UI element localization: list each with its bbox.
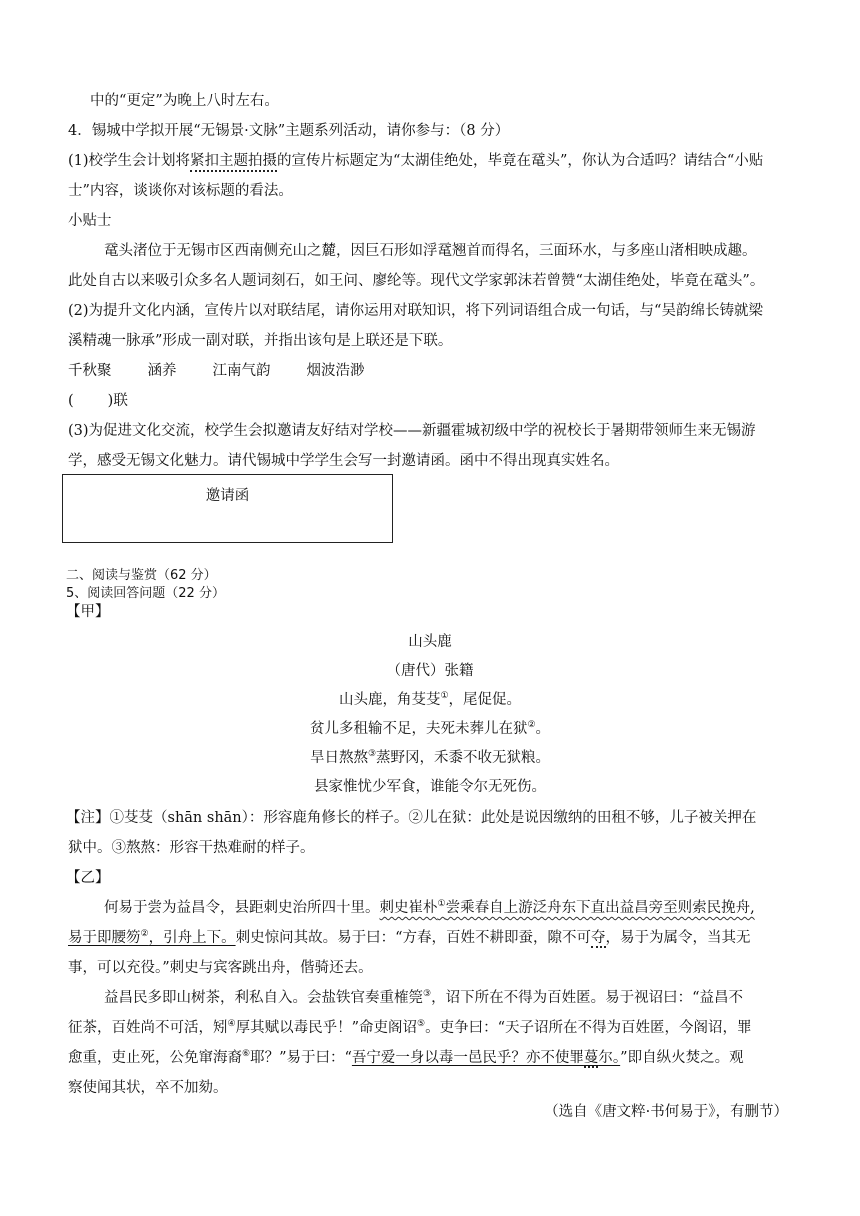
question-4-heading: 4．锡城中学拟开展“无锡景·文脉”主题系列活动，请你参与：（8 分） (68, 123, 510, 139)
text-span: ，尾促促。 (448, 692, 522, 708)
text-line: 学，感受无锡文化魅力。请代锡城中学学生会写一封邀请函。函中不得出现真实姓名。 (68, 453, 619, 469)
text-span: 。吏争曰：“天子诏所在不得为百姓匿，今阁诏，罪 (425, 1020, 752, 1036)
answer-blank (68, 391, 798, 411)
footnote-mark: ② (140, 929, 149, 940)
poem-note: 【注】①芟芟（shān shān）：形容鹿角修长的样子。②儿在狱：此处是说因缴纳的田租不够，儿子被关押在 (66, 810, 757, 826)
question-4-part-1 (68, 151, 798, 171)
text-span: 。 (535, 721, 551, 737)
footnote-mark: ① (437, 899, 446, 910)
invitation-title: 邀请函 (205, 488, 250, 504)
text-span: (1)校学生会计划将 (68, 153, 191, 169)
footnote-mark: ④ (227, 1019, 236, 1030)
text-span: 益昌民多即山树茶，利私自入。会盐铁官奏重榷筦 (104, 990, 423, 1006)
question-4-part-2: (2)为提升文化内涵，宣传片以对联结尾，请你运用对联知识，将下列词语组合成一句话，与“吴韵绵长铸就梁 (68, 303, 763, 319)
text-line: 溪精魂一脉承”形成一副对联，并指出该句是上联还是下联。 (68, 333, 453, 349)
text-span: 易于即腰笏 (68, 930, 141, 946)
poem-line (0, 719, 860, 739)
dotted-character: 夺 (591, 930, 606, 946)
underlined-text (352, 1050, 620, 1068)
question-5-heading: 5、阅读回答问题（22 分） (66, 586, 225, 601)
text-span: 尔。 (598, 1050, 621, 1066)
footnote-mark: ① (440, 691, 449, 702)
passage-line (104, 898, 834, 918)
text-span: 耶？”易于曰：“ (250, 1050, 352, 1066)
poem-author: （唐代）张籍 (386, 663, 474, 679)
text-span: 吾宁爱一身以毒一邑民乎？亦不使罪 (351, 1050, 584, 1066)
passage-line: 察使闻其状，卒不加劾。 (68, 1080, 228, 1096)
footnote-mark: ⑤ (417, 1019, 426, 1030)
text-span: 的宣传片标题定为“太湖佳绝处，毕竟在鼋头”，你认为合适吗？请结合“小贴 (277, 153, 764, 169)
passage-line: 事，可以充役。”刺史与宾客跳出舟，偕骑还去。 (68, 960, 373, 976)
dotted-character: 蔓 (583, 1050, 599, 1066)
poem-title: 山头鹿 (408, 634, 452, 650)
passage-jia-label: 【甲】 (66, 604, 110, 620)
text-span: 愈重，吏止死，公免窜海裔 (68, 1050, 242, 1066)
text-span: ，诏下所在不得为百姓匿。易于视诏曰：“益昌不 (431, 990, 743, 1006)
text-span: ，引舟上下。 (148, 930, 236, 946)
emphasized-text: 紧扣主题拍摄 (190, 153, 277, 172)
text-span: 贫儿多租输不足，夫死未葬儿在狱 (309, 721, 528, 737)
footnote-mark: ③ (367, 749, 377, 760)
text-span: 刺史惊问其故。易于曰：“方春，百姓不耕即蚕，隙不可 (235, 930, 591, 946)
source-citation: （选自《唐文粹·书何易于》，有删节） (544, 1104, 788, 1120)
word-item: 涵养 (147, 363, 177, 379)
footnote-mark: ⑥ (242, 1049, 251, 1060)
footnote-mark: ② (527, 720, 536, 731)
text-span: ”即自纵火焚之。观 (620, 1050, 744, 1066)
section-2-title: 二、阅读与鉴赏（62 分） (66, 568, 217, 583)
text-span: ，易于为属令，当其无 (605, 930, 751, 946)
word-item: 烟波浩渺 (306, 363, 365, 379)
footnote-mark: ③ (423, 989, 432, 1000)
tip-text: 此处自古以来吸引众多名人题词刻石，如王问、廖纶等。现代文学家郭沫若曾赞“太湖佳绝处，毕竟在鼋头”。 (68, 273, 765, 289)
wavy-underlined-text (380, 900, 755, 916)
passage-line (68, 1018, 798, 1038)
text-span: 山头鹿，角芟芟 (338, 692, 441, 708)
invitation-box (62, 474, 393, 543)
text-span: 旱日熬熬 (309, 750, 368, 766)
poem-line (0, 690, 860, 710)
tip-text: 鼋头渚位于无锡市区西南侧充山之麓，因巨石形如浮鼋翘首而得名，三面环水，与多座山渚相映成趣。 (104, 243, 757, 259)
text-span: 何易于尝为益昌令，县距刺史治所四十里。 (104, 900, 380, 916)
text-span: 蒸野冈，禾黍不收无狱粮。 (376, 750, 551, 766)
text-span: 尝乘春自上游泛舟东下直出益昌旁至则索民挽舟, (445, 900, 755, 916)
passage-line (68, 1048, 798, 1068)
poem-line: 县家惟忧少军食，谁能令尔无死伤。 (314, 779, 546, 795)
text-span: 征茶，百姓尚不可活，矧 (68, 1020, 228, 1036)
text-span: )联 (107, 393, 128, 409)
poem-note: 狱中。③熬熬：形容干热难耐的样子。 (68, 840, 315, 856)
text-line: 士”内容，谈谈你对该标题的看法。 (68, 183, 293, 199)
poem-line (0, 748, 860, 768)
question-4-part-3: (3)为促进文化交流，校学生会拟邀请友好结对学校——新疆霍城初级中学的祝校长于暑期带领师生来无锡游 (68, 423, 756, 439)
passage-yi-label: 【乙】 (66, 870, 110, 886)
word-list (68, 361, 798, 381)
text-span: 厚其赋以毒民乎！”命吏阁诏 (235, 1020, 417, 1036)
passage-line (104, 988, 834, 1008)
tip-title: 小贴士 (68, 213, 112, 229)
word-item: 千秋聚 (68, 363, 112, 379)
text-span: 刺史崔朴 (379, 900, 438, 916)
underlined-text (68, 930, 236, 946)
text-line: 中的“更定”为晚上八时左右。 (90, 93, 279, 109)
passage-line (68, 928, 798, 948)
text-span: ( (68, 393, 74, 409)
word-item: 江南气韵 (212, 363, 271, 379)
